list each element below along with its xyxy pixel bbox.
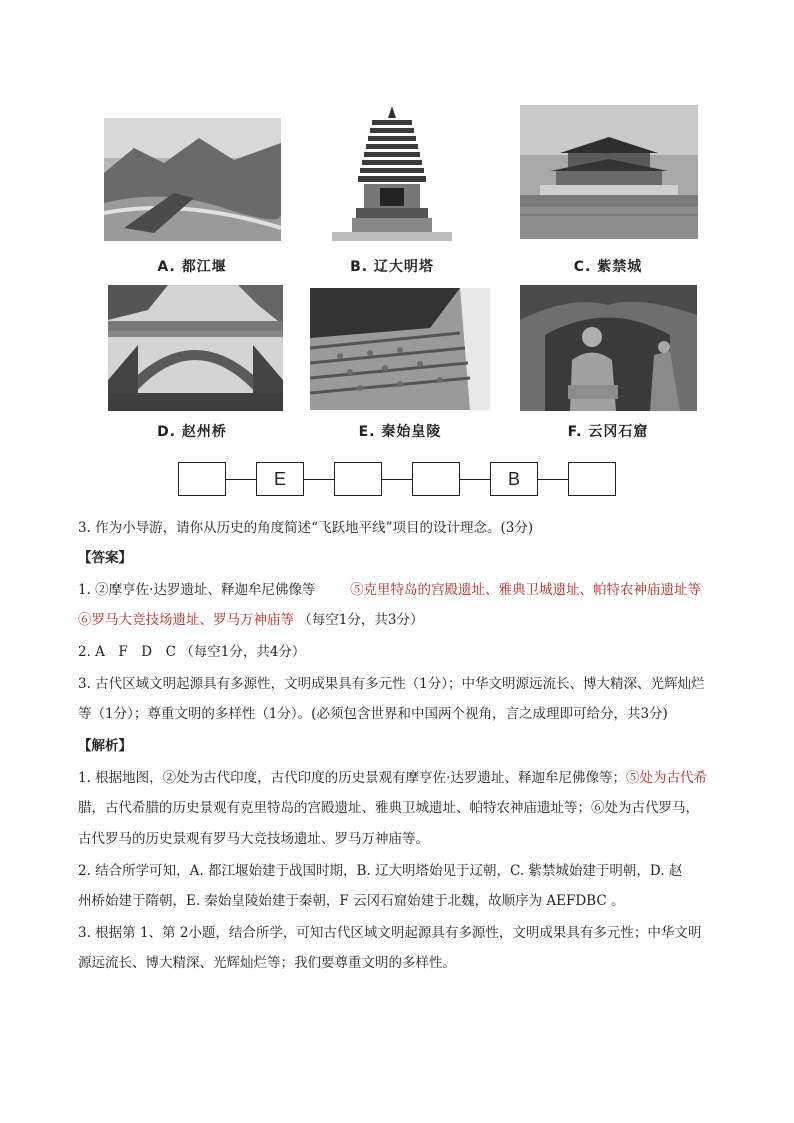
analysis-3-line-2: 源远流长、博大精深、光辉灿烂等；我们要尊重文明的多样性。 xyxy=(78,955,456,971)
caption-a: A. 都江堰 xyxy=(157,259,227,275)
question-3: 3. 作为小导游，请你从历史的角度简述“飞跃地平线”项目的设计理念。(3分) xyxy=(78,520,534,536)
sequence-box-1 xyxy=(178,462,226,496)
caption-c: C. 紫禁城 xyxy=(573,259,643,275)
answer-heading: 【答案】 xyxy=(78,550,132,566)
sequence-box-4 xyxy=(412,462,460,496)
valley-photo-icon xyxy=(104,118,281,241)
caption-d: D. 赵州桥 xyxy=(157,424,227,440)
photo-qin-mausoleum xyxy=(310,288,490,410)
buddha-grotto-photo-icon xyxy=(520,285,697,411)
terracotta-pit-photo-icon xyxy=(310,288,490,410)
caption-f: F. 云冈石窟 xyxy=(567,424,649,440)
sequence-box-6 xyxy=(568,462,616,496)
answer-1-part1: 1. ②摩亨佐·达罗遗址、释迦牟尼佛像等 xyxy=(78,582,316,598)
analysis-2-line-2: 州桥始建于隋朝，E. 秦始皇陵始建于秦朝，F 云冈石窟始建于北魏，故顺序为 AEFDBC 。 xyxy=(78,893,625,909)
analysis-3-line-1: 3. 根据第 1、第 2小题，结合所学，可知古代区域文明起源具有多源性，文明成果具有多元性；中华文明 xyxy=(78,925,702,941)
analysis-1-text: 1. 根据地图，②处为古代印度，古代印度的历史景观有摩亨佐·达罗遗址、释迦牟尼佛像等； xyxy=(78,770,626,786)
caption-b: B. 辽大明塔 xyxy=(350,259,434,275)
analysis-1-greece: ⑤处为古代希 xyxy=(625,770,707,786)
sequence-box-5: B xyxy=(490,462,538,496)
arch-bridge-photo-icon xyxy=(108,285,283,411)
sequence-box-2: E xyxy=(256,462,304,496)
analysis-2-line-1: 2. 结合所学可知，A. 都江堰始建于战国时期，B. 辽大明塔始见于辽朝，C. 紫禁城始建于明朝，D. 赵 xyxy=(78,863,683,879)
answer-1-line-2 xyxy=(78,610,738,630)
analysis-1-line-2: 腊，古代希腊的历史景观有克里特岛的宫殿遗址、雅典卫城遗址、帕特农神庙遗址等；⑥处为古代罗马， xyxy=(78,800,699,816)
sequence-connector xyxy=(538,479,568,480)
sequence-box-3 xyxy=(334,462,382,496)
sequence-connector xyxy=(460,479,490,480)
sequence-connector xyxy=(226,479,256,480)
answer-1-part3: ⑥罗马大竞技场遗址、罗马万神庙等 xyxy=(78,612,294,628)
sequence-connector xyxy=(304,479,334,480)
answer-1-line xyxy=(78,580,738,600)
photo-yungang-grottoes xyxy=(520,285,697,411)
photo-liao-pagoda xyxy=(312,104,472,241)
photo-zhaozhou-bridge xyxy=(108,285,283,411)
answer-3-line-1: 3. 古代区域文明起源具有多源性，文明成果具有多元性（1分）；中华文明源远流长、博大精深、光辉灿烂 xyxy=(78,676,705,692)
answer-3-line-2: 等（1分）；尊重文明的多样性（1分）。(必须包含世界和中国两个视角，言之成理即可给分，共3分) xyxy=(78,706,668,722)
sequence-connector xyxy=(382,479,412,480)
palace-photo-icon xyxy=(520,105,698,239)
photo-dujiangyan xyxy=(104,118,281,241)
pagoda-photo-icon xyxy=(312,104,472,241)
analysis-heading: 【解析】 xyxy=(78,738,132,754)
answer-2: 2. A F D C （每空1分，共4分） xyxy=(78,644,306,660)
analysis-1-line-3: 古代罗马的历史景观有罗马大竞技场遗址、罗马万神庙等。 xyxy=(78,831,429,847)
answer-1-score: （每空1分，共3分） xyxy=(298,612,424,628)
photo-forbidden-city xyxy=(520,105,698,239)
analysis-1-line-1 xyxy=(78,768,738,788)
answer-1-part2: ⑤克里特岛的宫殿遗址、雅典卫城遗址、帕特农神庙遗址等 xyxy=(350,582,702,598)
caption-e: E. 秦始皇陵 xyxy=(358,424,442,440)
